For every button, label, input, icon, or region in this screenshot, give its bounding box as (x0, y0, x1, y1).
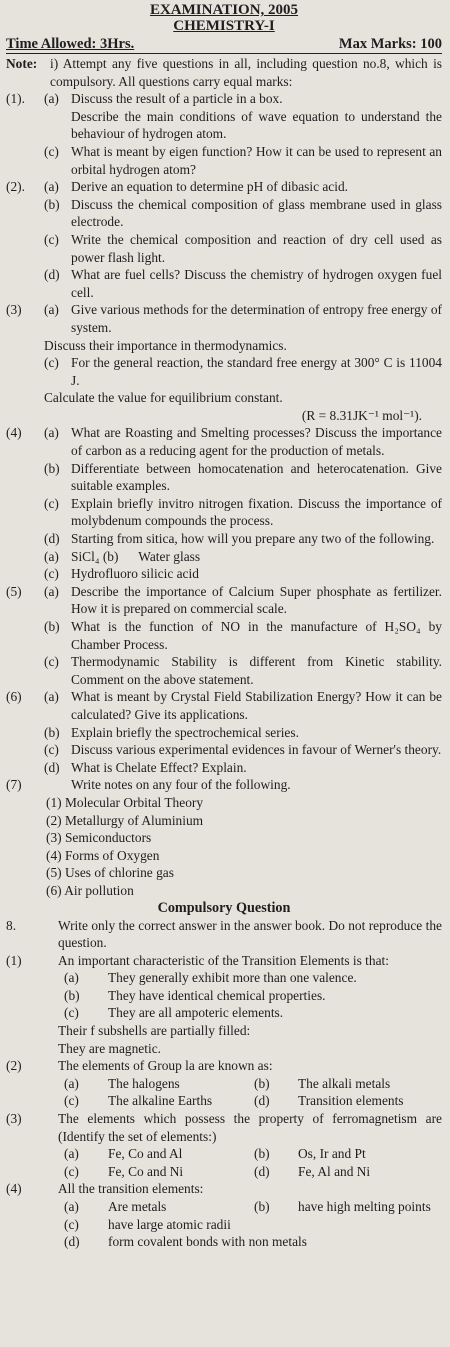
mcq-number: (1) (6, 952, 22, 968)
question-part: (d) What are fuel cells? Discuss the chemistry of hydrogen oxygen fuel cell. (44, 267, 442, 300)
question-part: (a) What is meant by Crystal Field Stabilization Energy? How it can be calculated? Give its applications. (44, 689, 442, 722)
subject-title: CHEMISTRY-I (173, 18, 275, 34)
question-8 (6, 917, 442, 952)
question-part: (d) What is Chelate Effect? Explain. (44, 759, 247, 775)
mcq-2 (6, 1057, 442, 1110)
sub-option: (a) SiCl₄ (b) Water glass (44, 548, 201, 564)
mcq-option: (b) They have identical chemical properties. (64, 987, 326, 1003)
note-text: i) Attempt any five questions in all, including question no.8, which is compulsory. All questions carry equal marks: (50, 56, 442, 89)
compulsory-heading: Compulsory Question (157, 899, 291, 916)
question-part: (c) Discuss various experimental evidences in favour of Werner's theory. (44, 742, 442, 758)
question-4 (6, 424, 442, 582)
question-5 (6, 583, 442, 689)
question-part: (c) Thermodynamic Stability is different from Kinetic stability. Comment on the above statement. (44, 654, 442, 687)
mcq-stem: All the transition elements: (58, 1181, 204, 1197)
question-3 (6, 301, 442, 336)
mcq-3 (6, 1110, 442, 1180)
instruction: Write only the correct answer in the answer book. Do not reproduce the question. (58, 917, 442, 951)
mcq-option-row: (a) The halogens (b) The alkali metals (64, 1075, 391, 1091)
question-text: Calculate the value for equilibrium constant. (44, 390, 283, 406)
time-allowed: Time Allowed: 3Hrs. (6, 36, 135, 52)
mcq-option: They are magnetic. (58, 1040, 161, 1056)
mcq-option: Their f subshells are partially filled: (58, 1023, 251, 1039)
question-text: Discuss their importance in thermodynamics. (44, 337, 287, 353)
question-part: (a) Give various methods for the determination of entropy free energy of system. (44, 302, 442, 335)
question-part: (a) Describe the importance of Calcium Super phosphate as fertilizer. How it is prepared on commercial scale. (44, 583, 442, 617)
mcq-option: (c) They are all ampoteric elements. (64, 1005, 284, 1021)
list-item: (1) Molecular Orbital Theory (46, 794, 204, 810)
max-marks: Max Marks: 100 (338, 36, 442, 52)
list-item: (3) Semiconductors (46, 830, 152, 846)
mcq-stem: The elements which possess the property of ferromagnetism are (Identify the set of elements:) (58, 1111, 442, 1144)
question-number: (2). (6, 179, 25, 195)
mcq-option-row: (c) Fe, Co and Ni (d) Fe, Al and Ni (64, 1163, 371, 1179)
question-number: (7) (6, 777, 22, 793)
mcq-option: (a) They generally exhibit more than one valence. (64, 970, 357, 986)
mcq-number: (4) (6, 1181, 22, 1197)
question-number: (5) (6, 583, 22, 599)
question-part: (c) What is meant by eigen function? How it can be used to represent an orbital hydrogen atom? (44, 143, 442, 177)
question-6 (6, 688, 442, 776)
mcq-option-row: (a) Are metals (b) have high melting points (64, 1199, 431, 1214)
mcq-stem: An important characteristic of the Transition Elements is that: (58, 952, 389, 968)
mcq-option: (c) have large atomic radii (64, 1216, 231, 1232)
question-part: (c) Write the chemical composition and reaction of dry cell used as power flash light. (44, 231, 442, 265)
exam-title: EXAMINATION, 2005 (149, 2, 299, 18)
question-3-c (6, 354, 442, 389)
mcq-stem: The elements of Group la are known as: (58, 1058, 273, 1074)
mcq-number: (3) (6, 1111, 22, 1127)
question-part: (c) For the general reaction, the standard free energy at 300° C is 11004 J. (44, 355, 442, 388)
question-1 (6, 90, 442, 178)
question-number: (1). (6, 91, 25, 107)
question-part: (b) What is the function of NO in the manufacture of H₂SO₄ by Chamber Process. (44, 619, 442, 652)
mcq-number: (2) (6, 1058, 22, 1074)
question-part: (c) Explain briefly invitro nitrogen fixation. Discuss the importance of molybdenum compounds the process. (44, 495, 442, 529)
question-number: (4) (6, 425, 22, 441)
list-item: (2) Metallurgy of Aluminium (46, 812, 204, 828)
mcq-1 (6, 952, 442, 1058)
question-7 (6, 776, 442, 899)
mcq-option-row: (a) Fe, Co and Al (b) Os, Ir and Pt (64, 1146, 366, 1162)
question-number: (6) (6, 689, 22, 705)
sub-option: (c) Hydrofluoro silicic acid (44, 566, 199, 582)
question-part: (b) Discuss the chemical composition of glass membrane used in glass electrode. (44, 196, 442, 230)
list-item: (6) Air pollution (46, 882, 134, 898)
question-number: 8. (6, 917, 17, 933)
gas-constant: (R = 8.31JK⁻¹ mol⁻¹). (301, 407, 422, 423)
list-item: (4) Forms of Oxygen (46, 847, 160, 863)
question-part: (b) Differentiate between homocatenation and heterocatenation. Give suitable examples. (44, 460, 442, 494)
note-label: Note: (6, 56, 38, 71)
mcq-option: (d) form covalent bonds with non metals (64, 1234, 307, 1250)
question-part: (a) Derive an equation to determine pH of dibasic acid. (44, 179, 349, 195)
question-part: (a) What are Roasting and Smelting processes? Discuss the importance of carbon as a reducing agent for the production of metals. (44, 425, 442, 459)
question-text: Write notes on any four of the following. (71, 777, 291, 793)
question-part: (a) Discuss the result of a particle in a box. (44, 91, 283, 107)
note (6, 55, 442, 90)
time-marks-row (6, 36, 442, 54)
list-item: (5) Uses of chlorine gas (46, 865, 174, 881)
mcq-option-row: (c) The alkaline Earths (d) Transition elements (64, 1093, 404, 1109)
question-number: (3) (6, 302, 22, 318)
question-part: (b) Explain briefly the spectrochemical series. (44, 724, 299, 740)
question-part: Describe the main conditions of wave equation to understand the behaviour of hydrogen atom. (71, 108, 442, 142)
mcq-4 (6, 1180, 442, 1250)
question-2 (6, 178, 442, 301)
question-part: (d) Starting from sitica, how will you prepare any two of the following. (44, 531, 435, 547)
